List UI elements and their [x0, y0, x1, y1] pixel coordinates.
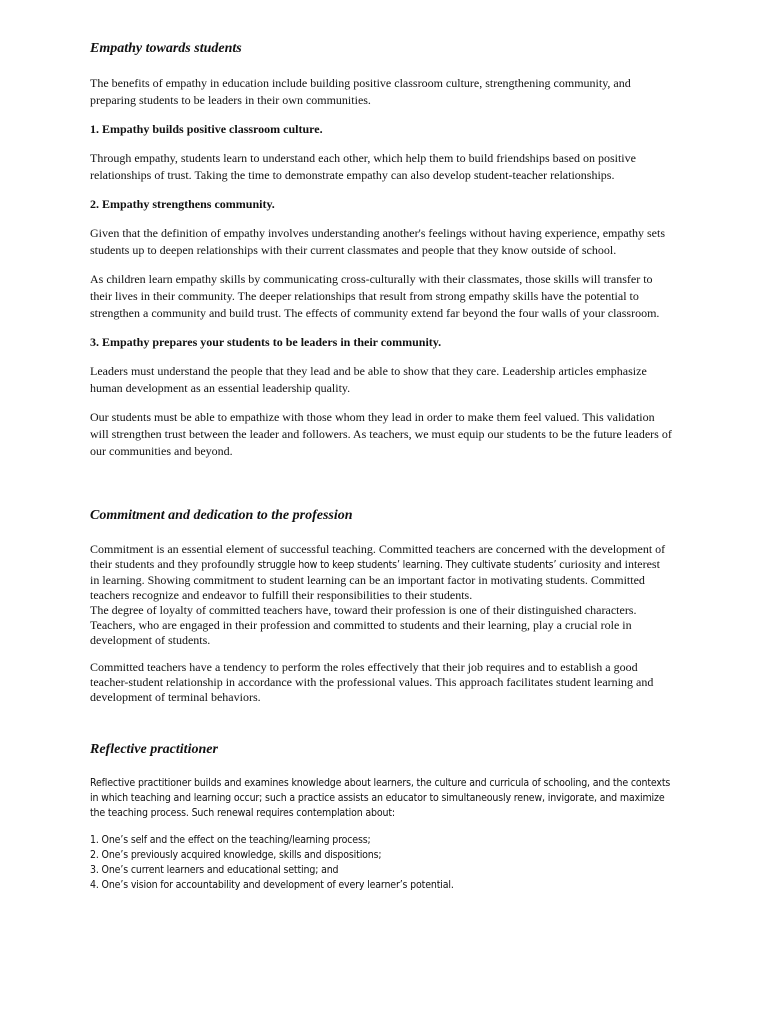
text-run: curiosity and interest in learning. Showing commitment to student learning can be an important factor in motivating students. Committed teachers recognize and endeavor to fulfill their responsibilities to their students. — [90, 557, 660, 602]
paragraph — [90, 542, 672, 603]
text-run: struggle how to keep students’ learning. They cultivate students’ — [257, 559, 557, 571]
paragraph: The degree of loyalty of committed teachers have, toward their profession is one of their distinguished characters. Teachers, who are engaged in their profession and committed to students and their learning, play a crucial role in development of students. — [90, 603, 637, 647]
paragraph: The benefits of empathy in education include building positive classroom culture, strengthening community, and preparing students to be leaders in their own communities. — [90, 76, 631, 107]
section-heading: Empathy towards students — [90, 41, 242, 56]
section-heading: Reflective practitioner — [90, 742, 218, 757]
section-commitment — [90, 507, 672, 705]
list-item: 1. One’s self and the effect on the teaching/learning process; — [90, 834, 371, 846]
list-item: 2. One’s previously acquired knowledge, skills and dispositions; — [90, 849, 382, 861]
paragraph: Our students must be able to empathize with those whom they lead in order to make them feel valued. This validation will strengthen trust between the leader and followers. As teachers, we must equip our students to be the future leaders of our communities and beyond. — [90, 410, 672, 458]
document-page — [90, 40, 672, 893]
contemplation-list — [90, 833, 672, 893]
point-title: 1. Empathy builds positive classroom culture. — [90, 122, 323, 136]
point-title: 2. Empathy strengthens community. — [90, 197, 275, 211]
paragraph: Committed teachers have a tendency to perform the roles effectively that their job requires and to establish a good teacher-student relationship in accordance with the professional values. This approach facilitates student learning and development of terminal behaviors. — [90, 660, 654, 704]
section-empathy — [90, 40, 672, 460]
text-run: Commitment is an essential element of successful teaching. Committed teachers are concerned with the development of their students and they profoundly — [90, 542, 666, 571]
section-heading: Commitment and dedication to the profession — [90, 508, 353, 523]
section-reflective — [90, 741, 672, 893]
list-item: 3. One’s current learners and educational setting; and — [90, 864, 339, 876]
paragraph: As children learn empathy skills by communicating cross-culturally with their classmates, those skills will transfer to their lives in their community. The deeper relationships that result from strong empathy skills have the potential to strengthen a community and build trust. The effects of community extend far beyond the four walls of your classroom. — [90, 272, 660, 320]
paragraph: Through empathy, students learn to understand each other, which help them to build friendships based on positive relationships of trust. Taking the time to demonstrate empathy can also develop student-teacher relationships. — [90, 151, 636, 182]
list-item: 4. One’s vision for accountability and development of every learner’s potential. — [90, 879, 454, 891]
paragraph: Given that the definition of empathy involves understanding another's feelings without having experience, empathy sets students up to deepen relationships with their current classmates and people that they know outside of school. — [90, 226, 666, 257]
point-title: 3. Empathy prepares your students to be leaders in their community. — [90, 335, 442, 349]
paragraph: Leaders must understand the people that they lead and be able to show that they care. Leadership articles emphasize human development as an essential leadership quality. — [90, 364, 647, 395]
paragraph: Reflective practitioner builds and examines knowledge about learners, the culture and curricula of schooling, and the contexts in which teaching and learning occur; such a practice assists an educator to simultaneously renew, invigorate, and maximize the teaching process. Such renewal requires contemplation about: — [90, 777, 671, 819]
